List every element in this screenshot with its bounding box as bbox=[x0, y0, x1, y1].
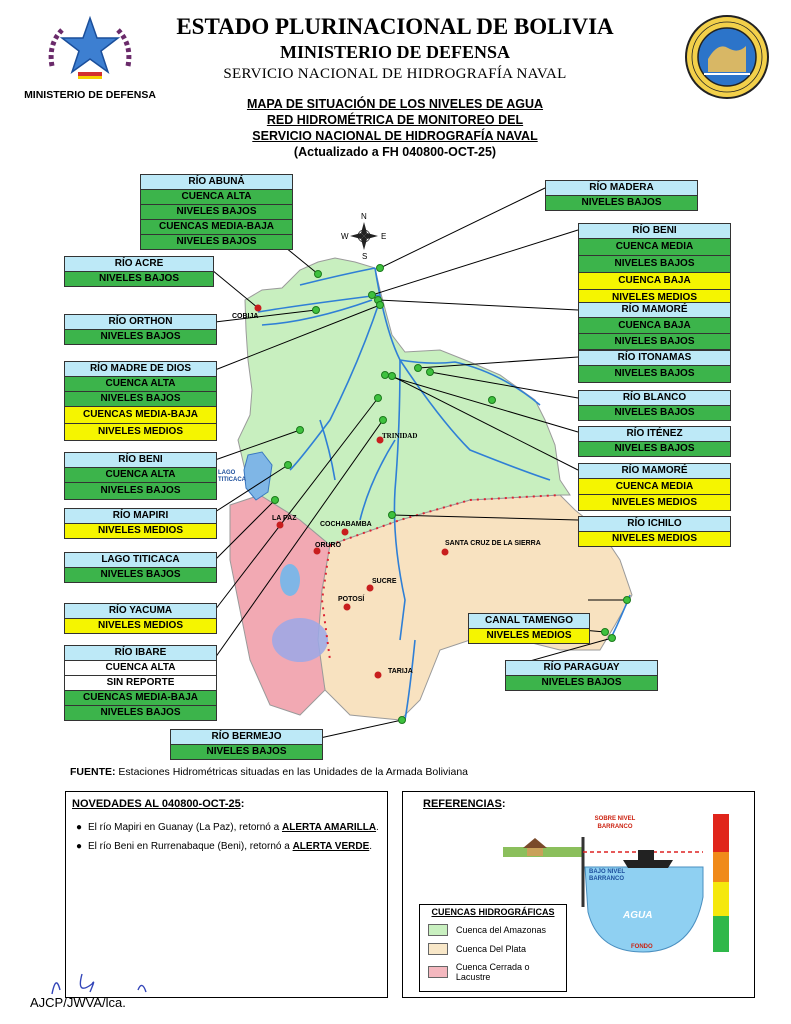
station-madrededios bbox=[64, 361, 217, 441]
station-name: RÍO IBARE bbox=[65, 646, 216, 660]
station-level: NIVELES BAJOS bbox=[579, 365, 730, 382]
station-tamengo bbox=[468, 613, 590, 644]
compass-e: E bbox=[381, 232, 387, 241]
station-level: NIVELES MEDIOS bbox=[579, 531, 730, 546]
station-name: RÍO ABUNÁ bbox=[141, 175, 292, 189]
compass-w: W bbox=[341, 232, 349, 241]
station-basin: CUENCAS MEDIA-BAJA bbox=[141, 219, 292, 234]
station-orthon bbox=[64, 314, 217, 345]
news-item-2-dot: . bbox=[369, 841, 373, 852]
station-level: NIVELES BAJOS bbox=[579, 333, 730, 349]
city-sucre: SUCRE bbox=[372, 578, 397, 585]
station-level: SIN REPORTE bbox=[65, 675, 216, 690]
city-cobija: COBIJA bbox=[232, 313, 259, 320]
news-title: NOVEDADES AL 040800-OCT-25 bbox=[72, 798, 241, 810]
station-mamore-mid bbox=[578, 463, 731, 511]
station-mapiri bbox=[64, 508, 217, 539]
station-name: RÍO ACRE bbox=[65, 257, 213, 271]
ministry-logo-caption: MINISTERIO DE DEFENSA bbox=[24, 89, 156, 101]
station-madera bbox=[545, 180, 698, 211]
station-level: NIVELES MEDIOS bbox=[65, 423, 216, 440]
station-level: NIVELES BAJOS bbox=[579, 441, 730, 456]
city-lapaz: LA PAZ bbox=[272, 515, 297, 522]
label-bajo: BAJO NIVEL BARRANCO bbox=[589, 869, 625, 882]
station-name: RÍO ITONAMAS bbox=[579, 351, 730, 365]
news-panel bbox=[65, 791, 388, 998]
station-level: NIVELES BAJOS bbox=[65, 567, 216, 582]
station-level: NIVELES BAJOS bbox=[141, 234, 292, 249]
compass-rose bbox=[350, 222, 378, 250]
basin-label: Cuenca del Amazonas bbox=[456, 925, 547, 935]
map-title-line3: SERVICIO NACIONAL DE HIDROGRAFÍA NAVAL bbox=[252, 129, 538, 143]
station-basin: CUENCAS MEDIA-BAJA bbox=[65, 406, 216, 423]
station-itonamas bbox=[578, 350, 731, 383]
station-level: NIVELES BAJOS bbox=[65, 391, 216, 406]
station-basin: CUENCA ALTA bbox=[65, 467, 216, 482]
city-tarija: TARIJA bbox=[388, 668, 413, 675]
station-level: NIVELES BAJOS bbox=[506, 675, 657, 690]
map-title-line1: MAPA DE SITUACIÓN DE LOS NIVELES DE AGUA bbox=[246, 97, 544, 111]
station-basin: CUENCA ALTA bbox=[65, 376, 216, 391]
basin-label: Cuenca Del Plata bbox=[456, 944, 527, 954]
news-item-2-alert: ALERTA VERDE bbox=[292, 841, 370, 852]
station-basin: CUENCA BAJA bbox=[579, 317, 730, 333]
station-acre bbox=[64, 256, 214, 287]
label-sobre: SOBRE NIVEL BARRANCO bbox=[594, 816, 636, 830]
station-yacuma bbox=[64, 603, 217, 634]
city-oruro: ORURO bbox=[315, 542, 342, 549]
station-blanco bbox=[578, 390, 731, 421]
references-title: REFERENCIAS bbox=[423, 798, 502, 810]
station-name: RÍO MAMORÉ bbox=[579, 464, 730, 478]
label-fondo: FONDO bbox=[631, 944, 653, 950]
basin-row bbox=[428, 924, 566, 936]
bullet-icon: ● bbox=[76, 822, 83, 833]
bullet-icon: ● bbox=[76, 841, 83, 852]
label-agua: AGUA bbox=[623, 910, 653, 921]
station-level: NIVELES BAJOS bbox=[171, 744, 322, 759]
station-beni-right bbox=[578, 223, 731, 307]
header-ministry: MINISTERIO DE DEFENSA bbox=[279, 42, 511, 62]
compass-n: N bbox=[361, 212, 367, 221]
station-name: RÍO ITÉNEZ bbox=[579, 427, 730, 441]
station-name: CANAL TAMENGO bbox=[469, 614, 589, 628]
station-name: RÍO MAPIRI bbox=[65, 509, 216, 523]
station-name: RÍO MADRE DE DIOS bbox=[65, 362, 216, 376]
station-name: RÍO BENI bbox=[579, 224, 730, 238]
news-item-1-alert: ALERTA AMARILLA bbox=[281, 822, 377, 833]
swatch-plata bbox=[428, 943, 448, 955]
header-service: SERVICIO NACIONAL DE HIDROGRAFÍA NAVAL bbox=[223, 66, 567, 82]
station-level: NIVELES BAJOS bbox=[65, 705, 216, 720]
references-title-colon: : bbox=[501, 798, 506, 810]
map-title-line2: RED HIDROMÉTRICA DE MONITOREO DEL bbox=[266, 113, 524, 127]
station-basin: CUENCAS MEDIA-BAJA bbox=[65, 690, 216, 705]
station-ichilo bbox=[578, 516, 731, 547]
basins-legend bbox=[419, 904, 567, 992]
station-paraguay bbox=[505, 660, 658, 691]
lago-poopo bbox=[280, 564, 300, 596]
basins-title: CUENCAS HIDROGRÁFICAS bbox=[431, 907, 555, 917]
station-basin: CUENCA MEDIA bbox=[579, 478, 730, 494]
station-level: NIVELES BAJOS bbox=[579, 255, 730, 272]
swatch-lacustre bbox=[428, 966, 448, 978]
station-titicaca bbox=[64, 552, 217, 583]
station-level: NIVELES BAJOS bbox=[65, 271, 213, 286]
station-name: LAGO TITICACA bbox=[65, 553, 216, 567]
news-title-colon: : bbox=[240, 798, 245, 810]
news-item-2 bbox=[76, 839, 379, 854]
station-abuna bbox=[140, 174, 293, 250]
header-title: ESTADO PLURINACIONAL DE BOLIVIA bbox=[176, 14, 614, 39]
map-title-line4: (Actualizado a FH 040800-OCT-25) bbox=[293, 145, 497, 159]
label-lago-titicaca: LAGO TITICACA bbox=[218, 470, 246, 483]
station-name: RÍO ORTHON bbox=[65, 315, 216, 329]
basin-label: Cuenca Cerrada o Lacustre bbox=[455, 962, 530, 982]
station-name: RÍO MADERA bbox=[546, 181, 697, 195]
station-name: RÍO MAMORÉ bbox=[579, 303, 730, 317]
city-santacruz: SANTA CRUZ DE LA SIERRA bbox=[445, 540, 541, 547]
salar-uyuni bbox=[272, 618, 328, 662]
station-mamore-top bbox=[578, 302, 731, 350]
station-level: NIVELES MEDIOS bbox=[469, 628, 589, 643]
news-title-row bbox=[72, 798, 387, 810]
source-line bbox=[70, 766, 468, 778]
station-beni-left bbox=[64, 452, 217, 500]
references-title-row bbox=[423, 798, 754, 810]
station-name: RÍO BERMEJO bbox=[171, 730, 322, 744]
source-label: FUENTE: bbox=[70, 766, 116, 778]
station-level: NIVELES MEDIOS bbox=[579, 494, 730, 510]
station-basin: CUENCA ALTA bbox=[141, 189, 292, 204]
station-name: RÍO BENI bbox=[65, 453, 216, 467]
city-potosi: POTOSÍ bbox=[338, 596, 365, 603]
source-text: Estaciones Hidrométricas situadas en las Unidades de la Armada Boliviana bbox=[115, 766, 469, 778]
station-level: NIVELES MEDIOS bbox=[579, 289, 730, 306]
basin-row bbox=[428, 943, 566, 955]
station-basin: CUENCA MEDIA bbox=[579, 238, 730, 255]
station-level: NIVELES BAJOS bbox=[65, 329, 216, 344]
station-level: NIVELES BAJOS bbox=[579, 405, 730, 420]
station-level: NIVELES BAJOS bbox=[141, 204, 292, 219]
swatch-amazon bbox=[428, 924, 448, 936]
basin-row bbox=[428, 962, 566, 982]
station-level: NIVELES BAJOS bbox=[65, 482, 216, 499]
city-trinidad: TRINIDAD bbox=[382, 432, 418, 440]
station-level: NIVELES MEDIOS bbox=[65, 523, 216, 538]
station-bermejo bbox=[170, 729, 323, 760]
city-cochabamba: COCHABAMBA bbox=[320, 521, 372, 528]
news-item-1-dot: . bbox=[376, 822, 379, 833]
station-basin: CUENCA BAJA bbox=[579, 272, 730, 289]
station-name: RÍO BLANCO bbox=[579, 391, 730, 405]
station-basin: CUENCA ALTA bbox=[65, 660, 216, 675]
station-name: RÍO YACUMA bbox=[65, 604, 216, 618]
news-item-1-text: El río Mapiri en Guanay (La Paz), retornó a bbox=[88, 822, 282, 833]
station-level: NIVELES BAJOS bbox=[546, 195, 697, 210]
station-name: RÍO PARAGUAY bbox=[506, 661, 657, 675]
station-itenez bbox=[578, 426, 731, 457]
news-item-2-text: El río Beni en Rurrenabaque (Beni), retornó a bbox=[88, 841, 293, 852]
news-item-1 bbox=[76, 820, 379, 835]
station-ibare bbox=[64, 645, 217, 721]
station-level: NIVELES MEDIOS bbox=[65, 618, 216, 633]
station-name: RÍO ICHILO bbox=[579, 517, 730, 531]
compass-s: S bbox=[362, 252, 368, 261]
references-panel bbox=[402, 791, 755, 998]
initials: AJCP/JWVA/lca. bbox=[30, 995, 126, 1010]
